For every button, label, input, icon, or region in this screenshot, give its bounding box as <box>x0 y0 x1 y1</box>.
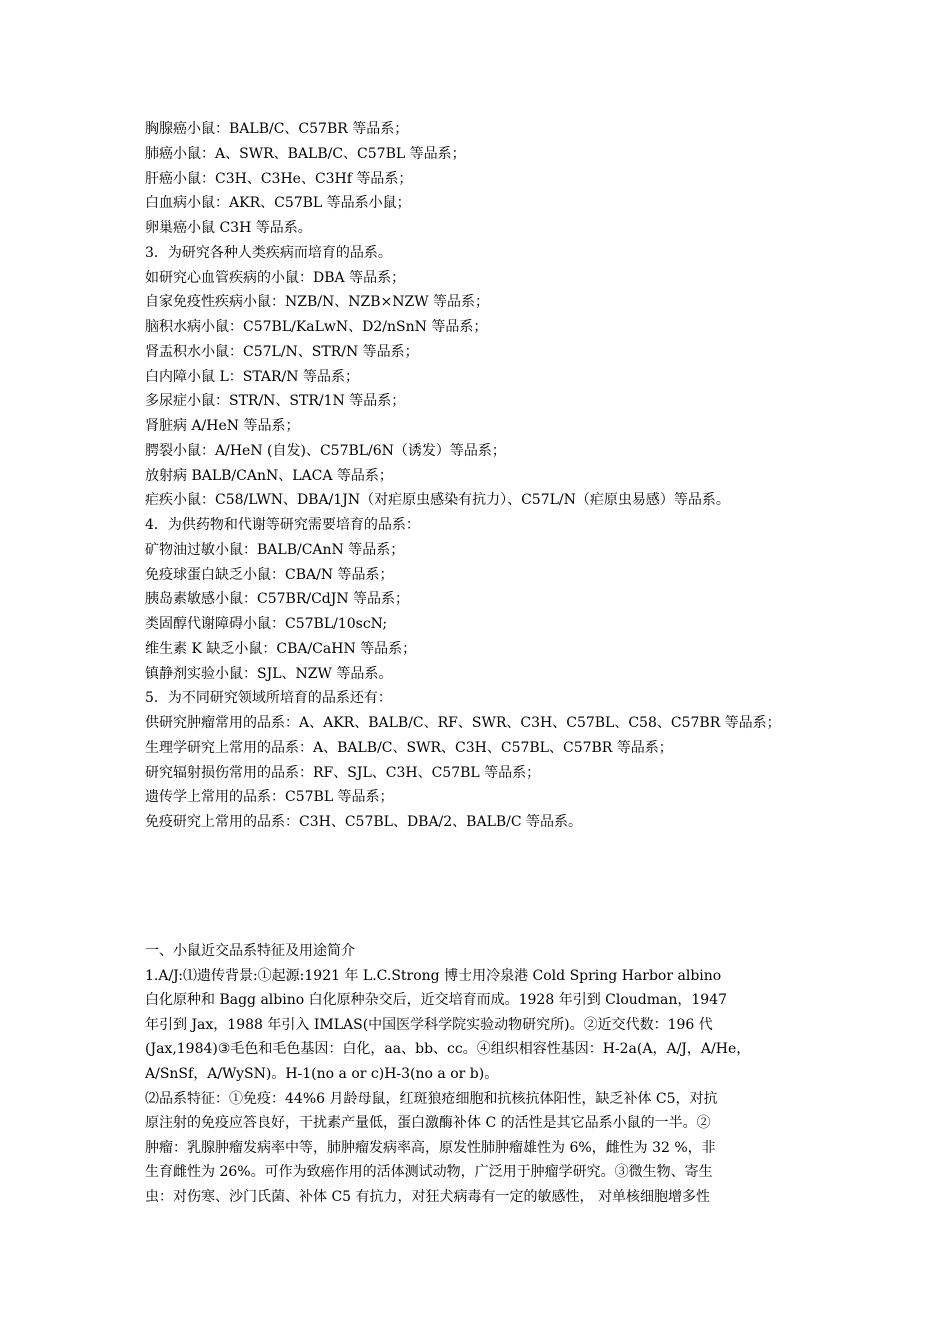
section-heading: 一、小鼠近交品系特征及用途简介 <box>145 943 355 959</box>
list-line: 肾脏病 A/HeN 等品系； <box>145 418 300 434</box>
list-line: 研究辐射损伤常用的品系：RF、SJL、C3H、C57BL 等品系； <box>145 764 541 781</box>
list-line: 胰岛素敏感小鼠：C57BR/CdJN 等品系； <box>145 591 410 608</box>
paragraph-line: (Jax,1984)③毛色和毛色基因：白化，aa、bb、cc。④组织相容性基因：H-2a(A，A/J，A/He， <box>145 1041 751 1058</box>
paragraph-line: 生育雌性为 26%。可作为致癌作用的活体测试动物，广泛用于肿瘤学研究。③微生物、寄生 <box>145 1164 713 1181</box>
list-line: 免疫球蛋白缺乏小鼠：CBA/N 等品系； <box>145 566 394 583</box>
section-paragraph <box>145 964 810 1210</box>
list-line: 生理学研究上常用的品系：A、BALB/C、SWR、C3H、C57BL、C57BR 等品系； <box>145 739 673 756</box>
strain-intro-section <box>145 939 810 1210</box>
list-line: 免疫研究上常用的品系：C3H、C57BL、DBA/2、BALB/C 等品系。 <box>145 814 583 830</box>
list-line: 胸腺癌小鼠：BALB/C、C57BR 等品系； <box>145 121 409 137</box>
paragraph-line: 年引到 Jax，1988 年引入 IMLAS(中国医学科学院实验动物研究所)。②近交代数：196 代 <box>145 1016 713 1033</box>
strain-list <box>145 117 845 835</box>
list-line: 放射病 BALB/CAnN、LACA 等品系； <box>145 467 393 484</box>
list-line: 3．为研究各种人类疾病而培育的品系。 <box>145 244 392 261</box>
list-line: 肺癌小鼠：A、SWR、BALB/C、C57BL 等品系； <box>145 145 466 162</box>
list-line: 供研究肿瘤常用的品系：A、AKR、BALB/C、RF、SWR、C3H、C57BL、C58、C57BR 等品系； <box>145 715 781 731</box>
list-line: 肾盂积水小鼠：C57L/N、STR/N 等品系； <box>145 343 419 360</box>
list-line: 腭裂小鼠：A/HeN (自发)、C57BL/6N（诱发）等品系； <box>145 442 506 459</box>
list-line: 脑积水病小鼠：C57BL/KaLwN、D2/nSnN 等品系； <box>145 319 488 335</box>
list-line: 5．为不同研究领域所培育的品系还有： <box>145 690 392 707</box>
list-line: 矿物油过敏小鼠：BALB/CAnN 等品系； <box>145 541 405 558</box>
list-line: 多尿症小鼠：STR/N、STR/1N 等品系； <box>145 393 406 410</box>
list-line: 类固醇代谢障碍小鼠：C57BL/10scN; <box>145 616 388 632</box>
list-line: 卵巢癌小鼠 C3H 等品系。 <box>145 220 312 236</box>
list-line: 自家免疫性疾病小鼠：NZB/N、NZB×NZW 等品系； <box>145 294 490 311</box>
list-line: 如研究心血管疾病的小鼠：DBA 等品系； <box>145 269 406 286</box>
paragraph-line: 原注射的免疫应答良好，干扰素产量低，蛋白激酶补体 C 的活性是其它品系小鼠的一半。② <box>145 1115 711 1132</box>
list-line: 遗传学上常用的品系：C57BL 等品系； <box>145 789 394 806</box>
paragraph-line: 白化原种和 Bagg albino 白化原种杂交后，近交培育而成。1928 年引到 Cloudman，1947 <box>145 992 728 1009</box>
list-line: 白内障小鼠 L：STAR/N 等品系； <box>145 368 359 385</box>
paragraph-line: 1.A/J:⑴遗传背景:①起源:1921 年 L.C.Strong 博士用冷泉港 Cold Spring Harbor albino <box>145 967 722 984</box>
list-line: 维生素 K 缺乏小鼠：CBA/CaHN 等品系； <box>145 640 417 657</box>
paragraph-line: ⑵品系特征：①免疫：44%6 月龄母鼠，红斑狼疮细胞和抗核抗体阳性，缺乏补体 C5，对抗 <box>145 1090 718 1107</box>
paragraph-line: 虫：对伤寒、沙门氏菌、补体 C5 有抗力，对狂犬病毒有一定的敏感性， 对单核细胞增多性 <box>145 1188 710 1205</box>
list-line: 镇静剂实验小鼠：SJL、NZW 等品系。 <box>145 665 393 682</box>
list-line: 肝癌小鼠：C3H、C3He、C3Hf 等品系； <box>145 170 413 187</box>
list-line: 疟疾小鼠：C58/LWN、DBA/1JN（对疟原虫感染有抗力）、C57L/N（疟原虫易感）等品系。 <box>145 492 730 509</box>
list-line: 白血病小鼠：AKR、C57BL 等品系小鼠； <box>145 195 411 212</box>
list-line: 4．为供药物和代谢等研究需要培育的品系： <box>145 517 420 533</box>
paragraph-line: A/SnSf，A/WySN)。H-1(no a or c)H-3(no a or b)。 <box>145 1065 499 1082</box>
paragraph-line: 肿瘤：乳腺肿瘤发病率中等，肺肿瘤发病率高，原发性肺肿瘤雄性为 6%，雌性为 32 %，非 <box>145 1139 716 1156</box>
